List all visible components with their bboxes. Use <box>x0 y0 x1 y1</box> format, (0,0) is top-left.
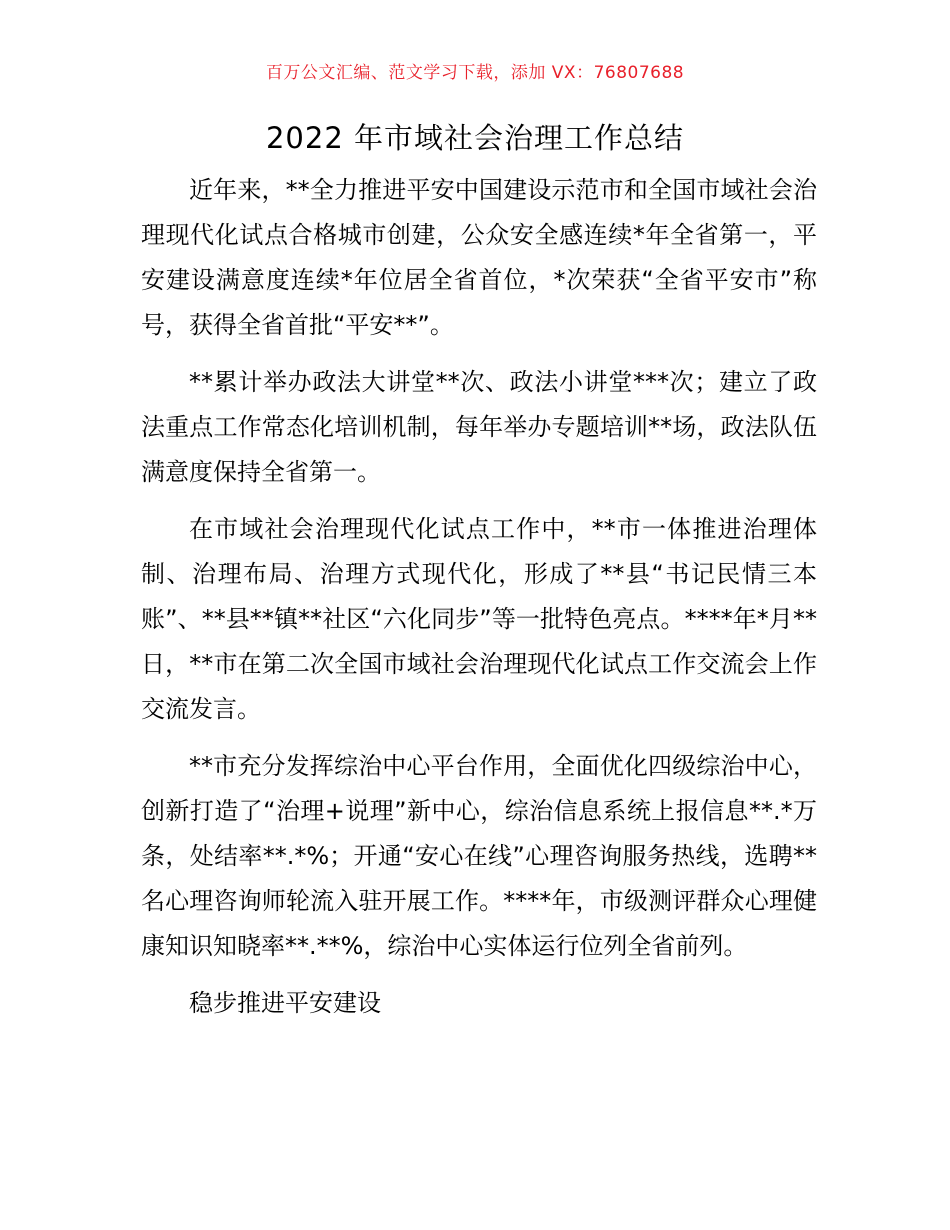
paragraph: 近年来，**全力推进平安中国建设示范市和全国市域社会治理现代化试点合格城市创建，公众安全感连续*年全省第一，平安建设满意度连续*年位居全省首位，*次荣获“全省平安市”称号，获得全省首批“平安**”。 <box>141 176 817 339</box>
paragraph: **累计举办政法大讲堂**次、政法小讲堂***次；建立了政法重点工作常态化培训机制，每年举办专题培训**场，政法队伍满意度保持全省第一。 <box>141 368 817 486</box>
header-banner: 百万公文汇编、范文学习下载，添加 VX：76807688 <box>265 63 685 83</box>
document-body <box>141 168 817 1038</box>
document-title: 2022 年市域社会治理工作总结 <box>265 121 685 155</box>
paragraph: 在市域社会治理现代化试点工作中，**市一体推进治理体制、治理布局、治理方式现代化，形成了**县“书记民情三本账”、**县**镇**社区“六化同步”等一批特色亮点。****年*月**日，**市在第二次全国市域社会治理现代化试点工作交流会上作交流发言。 <box>141 515 817 723</box>
paragraph: **市充分发挥综治中心平台作用，全面优化四级综治中心，创新打造了“治理+说理”新中心，综治信息系统上报信息**.*万条，处结率**.*%；开通“安心在线”心理咨询服务热线，选聘**名心理咨询师轮流入驻开展工作。****年，市级测评群众心理健康知识知晓率**.**%，综治中心实体运行位列全省前列。 <box>141 752 817 960</box>
section-heading: 稳步推进平安建设 <box>189 989 381 1017</box>
